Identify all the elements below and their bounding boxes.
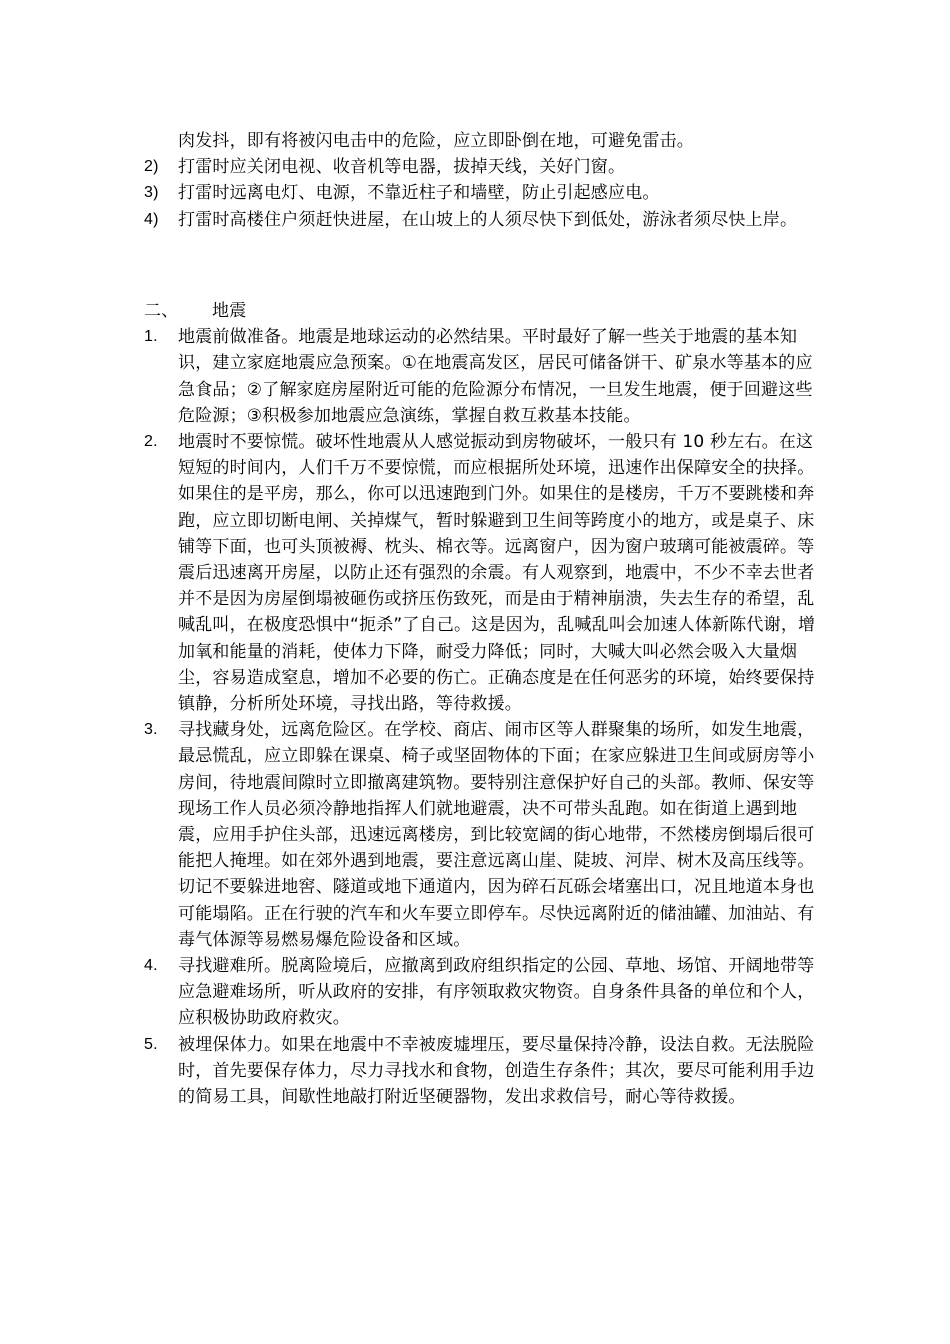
earthquake-section <box>144 298 824 1110</box>
list-item-text: 地震前做准备。地震是地球运动的必然结果。平时最好了解一些关于地震的基本知识，建立家庭地震应急预案。①在地震高发区，居民可储备饼干、矿泉水等基本的应急食品；②了解家庭房屋附近可能的危险源分布情况，一旦发生地震，便于回避这些危险源；③积极参加地震应急演练，掌握自救互救基本技能。 <box>178 327 813 426</box>
list-item-text: 寻找藏身处，远离危险区。在学校、商店、闹市区等人群聚集的场所，如发生地震，最忌慌乱，应立即躲在课桌、椅子或坚固物体的下面；在家应躲进卫生间或厨房等小房间，待地震间隙时立即撤离建筑物。要特别注意保护好自己的头部。教师、保安等现场工作人员必须冷静地指挥人们就地避震，决不可带头乱跑。如在街道上遇到地震，应用手护住头部，迅速远离楼房，到比较宽阔的街心地带，不然楼房倒塌后很可能把人掩埋。如在郊外遇到地震，要注意远离山崖、陡坡、河岸、树木及高压线等。切记不要躲进地窖、隧道或地下通道内，因为碎石瓦砾会堵塞出口，况且地道本身也可能塌陷。正在行驶的汽车和火车要立即停车。尽快远离附近的储油罐、加油站、有毒气体源等易燃易爆危险设备和区域。 <box>178 720 815 950</box>
list-item <box>144 717 824 953</box>
list-item-number: 1. <box>144 328 158 346</box>
lightning-section <box>144 128 824 233</box>
list-item-number: 2. <box>144 433 158 451</box>
continued-text: 肉发抖，即有将被闪电击中的危险，应立即卧倒在地，可避免雷击。 <box>178 131 694 151</box>
section-number: 二、 <box>144 301 179 321</box>
list-item-number: 4) <box>144 210 159 228</box>
list-item-text: 寻找避难所。脱离险境后，应撤离到政府组织指定的公园、草地、场馆、开阔地带等应急避难场所，听从政府的安排，有序领取救灾物资。自身条件具备的单位和个人，应积极协助政府救灾。 <box>178 956 815 1029</box>
list-item <box>144 1032 824 1111</box>
list-item-number: 2) <box>144 158 159 176</box>
list-item-text: 打雷时高楼住户须赶快进屋，在山坡上的人须尽快下到低处，游泳者须尽快上岸。 <box>178 209 798 230</box>
section-title: 地震 <box>212 301 247 321</box>
list-item <box>144 207 824 233</box>
list-item-number: 5. <box>144 1035 158 1053</box>
list-item-text: 打雷时应关闭电视、收音机等电器，拔掉天线，关好门窗。 <box>178 157 626 178</box>
list-item-number: 4. <box>144 957 158 975</box>
list-item-text: 被埋保体力。如果在地震中不幸被废墟埋压，要尽量保持冷静，设法自救。无法脱险时，首先要保存体力，尽力寻找水和食物，创造生存条件；其次，要尽可能利用手边的简易工具，间歇性地敲打附近坚硬器物，发出求救信号，耐心等待救援。 <box>178 1034 815 1108</box>
section-heading <box>144 298 824 324</box>
list-item <box>144 953 824 1032</box>
list-item <box>144 180 824 206</box>
list-item <box>144 154 824 180</box>
list-item-number: 3) <box>144 184 159 202</box>
continued-paragraph <box>144 128 824 154</box>
list-item-text: 地震时不要惊慌。破坏性地震从人感觉振动到房物破坏，一般只有 10 秒左右。在这短短的时间内，人们千万不要惊慌，而应根据所处环境，迅速作出保障安全的抉择。如果住的是平房，那么，你可以迅速跑到门外。如果住的是楼房，千万不要跳楼和奔跑，应立即切断电闸、关掉煤气，暂时躲避到卫生间等跨度小的地方，或是桌子、床铺等下面，也可头顶被褥、枕头、棉衣等。远离窗户，因为窗户玻璃可能被震碎。等震后迅速离开房屋，以防止还有强烈的余震。有人观察到，地震中，不少不幸去世者并不是因为房屋倒塌被砸伤或挤压伤致死，而是由于精神崩溃，失去生存的希望，乱喊乱叫，在极度恐惧中“扼杀”了自己。这是因为，乱喊乱叫会加速人体新陈代谢，增加氧和能量的消耗，使体力下降，耐受力降低；同时，大喊大叫必然会吸入大量烟尘，容易造成窒息，增加不必要的伤亡。正确态度是在任何恶劣的环境，始终要保持镇静，分析所处环境，寻找出路，等待救援。 <box>178 432 816 715</box>
list-item-number: 3. <box>144 721 158 739</box>
list-item-text: 打雷时远离电灯、电源，不靠近柱子和墙壁，防止引起感应电。 <box>178 183 660 204</box>
list-item <box>144 429 824 717</box>
list-item <box>144 324 824 429</box>
